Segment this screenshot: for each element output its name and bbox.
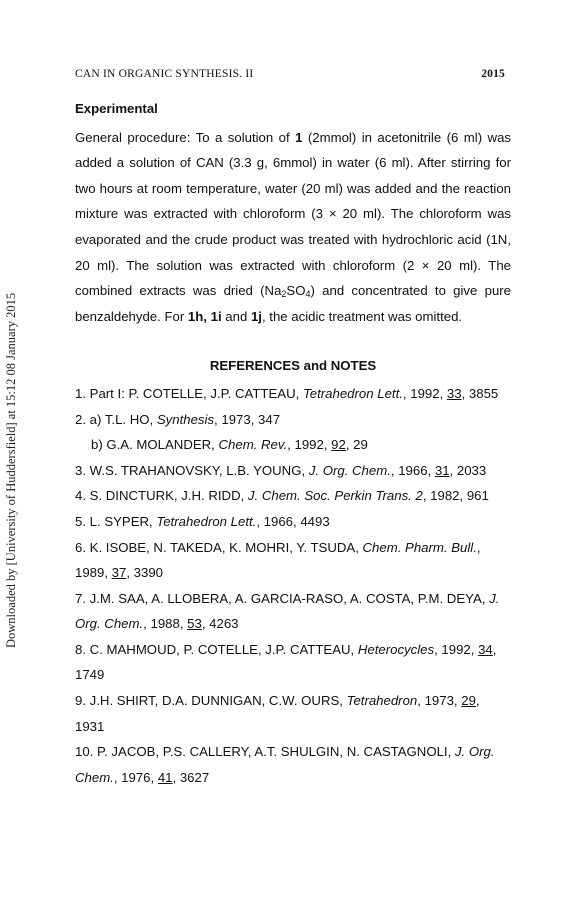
reference-year: , 1976, xyxy=(113,769,158,785)
reference-number: 9. xyxy=(75,693,86,709)
reference-year: , 1992, xyxy=(402,385,447,401)
download-watermark xyxy=(4,268,22,648)
reference-pages: , 2033 xyxy=(449,462,487,478)
reference-journal: Heterocycles xyxy=(357,641,435,657)
reference-authors: P. JACOB, P.S. CALLERY, A.T. SHULGIN, N. CASTAGNOLI, xyxy=(93,744,455,760)
reference-year: , 1992, xyxy=(434,641,479,657)
reference-journal: Tetrahedron xyxy=(346,693,418,709)
reference-volume: 31 xyxy=(434,462,450,478)
text-segment: , the acidic treatment was omitted. xyxy=(261,308,463,324)
reference-number: 6. xyxy=(75,539,86,555)
subscript: 4 xyxy=(305,289,311,300)
reference-pages: , 1749 xyxy=(75,641,497,683)
reference-year: , 1973, xyxy=(417,693,462,709)
reference-authors: W.S. TRAHANOVSKY, L.B. YOUNG, xyxy=(86,462,309,478)
reference-authors: L. SYPER, xyxy=(86,513,157,529)
reference-journal: Chem. Pharm. Bull. xyxy=(362,539,477,555)
reference-pages: , 3390 xyxy=(126,565,164,581)
reference-year: , 1982, 961 xyxy=(422,488,489,504)
reference-volume: 29 xyxy=(461,693,476,709)
reference-pages: , 4263 xyxy=(201,616,239,632)
reference-item xyxy=(75,509,511,535)
reference-journal: J. Org. Chem. xyxy=(308,462,391,478)
reference-item xyxy=(75,432,511,458)
subscript: 2 xyxy=(281,289,287,300)
reference-item xyxy=(75,458,511,484)
reference-authors: C. MAHMOUD, P. COTELLE, J.P. CATTEAU, xyxy=(86,641,358,657)
reference-year: , 1989, xyxy=(75,539,481,581)
reference-journal: Synthesis xyxy=(156,411,215,427)
text-segment: SO xyxy=(286,283,306,299)
download-watermark-text: Downloaded by [University of Huddersfield] at 15:12 08 January 2015 xyxy=(4,292,18,648)
compound-ref: 1h, 1i xyxy=(187,308,222,324)
reference-year: , 1966, 4493 xyxy=(256,513,330,529)
reference-volume: 92 xyxy=(331,437,346,453)
reference-volume: 33 xyxy=(446,385,462,401)
reference-pages: , 29 xyxy=(345,437,368,453)
reference-authors: a) T.L. HO, xyxy=(86,411,157,427)
section-heading-experimental: Experimental xyxy=(75,101,158,116)
text-segment: (2mmol) in acetonitrile (6 ml) was added a solution of CAN (3.3 g, 6mmol) in water (6 ml). After stirring for two hours at room temperature, water (20 ml) was added and the reaction mixture was extracted with chloroform (3 × 20 ml). The chloroform was evaporated and the crude product was treated with hydrochloric acid (1N, 20 ml). The solution was extracted with chloroform (2 × 20 ml). The combined extracts was dried (Na xyxy=(75,129,511,299)
reference-item xyxy=(75,407,511,433)
reference-journal: Chem. Rev. xyxy=(218,437,288,453)
reference-year: , 1973, 347 xyxy=(214,411,281,427)
reference-item xyxy=(75,688,511,739)
reference-authors: b) G.A. MOLANDER, xyxy=(91,437,219,453)
reference-pages: , 1931 xyxy=(75,693,480,734)
reference-number: 5. xyxy=(75,513,86,529)
reference-journal: Tetrahedron Lett. xyxy=(156,513,257,529)
reference-item xyxy=(75,586,511,637)
compound-ref: 1j xyxy=(250,308,262,324)
reference-authors: S. DINCTURK, J.H. RIDD, xyxy=(86,488,248,504)
reference-number: 4. xyxy=(75,488,86,504)
reference-number: 1. xyxy=(75,385,86,401)
reference-item xyxy=(75,535,511,586)
reference-item xyxy=(75,637,511,688)
reference-item xyxy=(75,381,511,407)
references-list xyxy=(75,381,511,791)
text-segment: and xyxy=(221,308,251,324)
reference-number: 8. xyxy=(75,641,86,657)
reference-authors: J.H. SHIRT, D.A. DUNNIGAN, C.W. OURS, xyxy=(86,693,347,709)
reference-volume: 37 xyxy=(111,565,127,581)
reference-authors: Part I: P. COTELLE, J.P. CATTEAU, xyxy=(86,385,303,401)
running-head xyxy=(75,68,505,84)
experimental-paragraph xyxy=(75,125,511,330)
reference-journal: Tetrahedron Lett. xyxy=(302,385,403,401)
page-body xyxy=(75,96,511,790)
reference-number: 2. xyxy=(75,411,86,427)
references-heading: REFERENCES and NOTES xyxy=(209,358,377,374)
reference-number: 10. xyxy=(75,744,94,760)
reference-volume: 41 xyxy=(157,769,173,785)
reference-authors: K. ISOBE, N. TAKEDA, K. MOHRI, Y. TSUDA, xyxy=(86,539,363,555)
reference-pages: , 3627 xyxy=(172,769,210,785)
text-segment: ) and concentrated to give pure benzaldehyde. For xyxy=(75,283,512,324)
reference-authors: J.M. SAA, A. LLOBERA, A. GARCIA-RASO, A. COSTA, P.M. DEYA, xyxy=(86,590,490,606)
page-number: 2015 xyxy=(481,68,505,80)
reference-item xyxy=(75,739,511,790)
reference-number: 7. xyxy=(75,590,86,606)
reference-year: , 1966, xyxy=(390,462,435,478)
reference-item xyxy=(75,483,511,509)
reference-volume: 34 xyxy=(478,641,493,657)
reference-journal: J. Chem. Soc. Perkin Trans. 2 xyxy=(247,488,423,504)
compound-ref: 1 xyxy=(295,129,303,145)
reference-volume: 53 xyxy=(187,616,202,632)
reference-year: , 1988, xyxy=(143,616,188,632)
reference-year: , 1992, xyxy=(287,437,332,453)
reference-number: 3. xyxy=(75,462,86,478)
reference-pages: , 3855 xyxy=(461,385,499,401)
reference-journal: J. Org. Chem. xyxy=(75,590,500,632)
reference-journal: J. Org. Chem. xyxy=(75,744,495,785)
running-title: CAN IN ORGANIC SYNTHESIS. II xyxy=(75,68,254,80)
text-segment: General procedure: To a solution of xyxy=(75,129,296,145)
